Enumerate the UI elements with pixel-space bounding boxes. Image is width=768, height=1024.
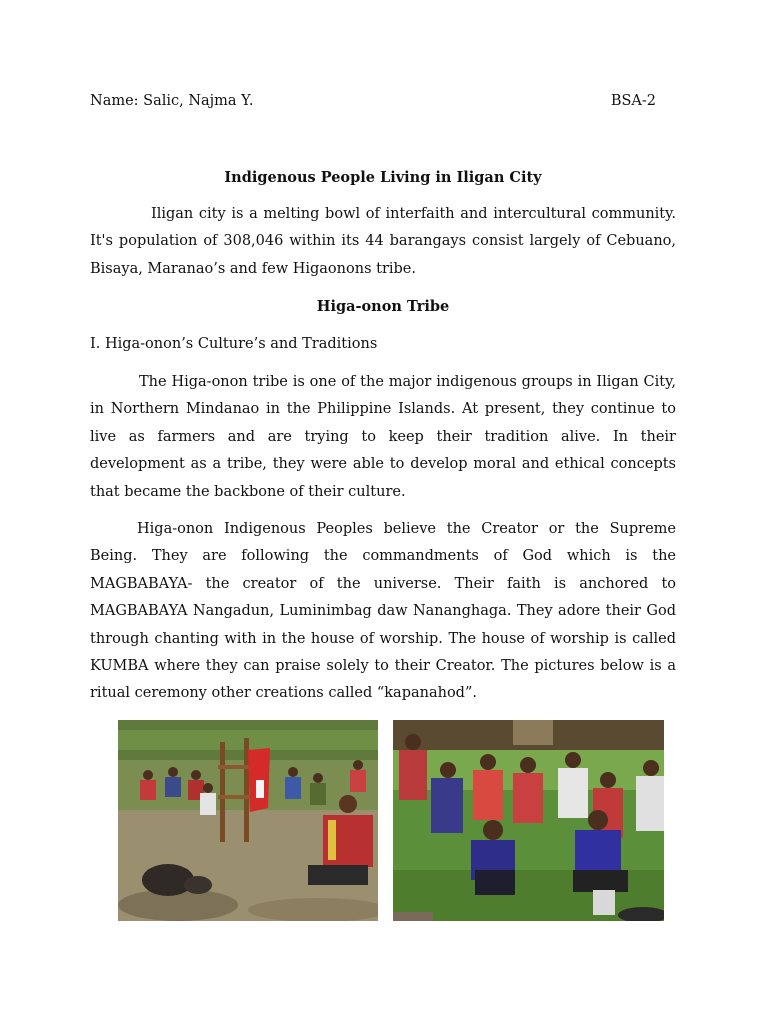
intro-paragraph: Iligan city is a melting bowl of interfaith and intercultural community. It's population of 308,046 within its 44 barangays consist largely of Cebuano, Bisaya, Maranao’s and few Higaonons tribe.: [90, 206, 676, 277]
ritual-ceremony-photo: [118, 720, 378, 921]
document-title: Indigenous People Living in Iligan City: [224, 169, 542, 186]
tribe-gathering-photo: [393, 720, 664, 921]
subsection-heading: I. Higa-onon’s Culture’s and Traditions: [90, 336, 378, 352]
tribe-heading: Higa-onon Tribe: [316, 298, 450, 315]
belief-paragraph: Higa-onon Indigenous Peoples believe the Creator or the Supreme Being. They are following the commandments of God which is the MAGBABAYA- the creator of the universe. Their faith is anchored to MAGBABAYA Nangadun, Luminimbag daw Nananghaga. They adore their God through chanting with in the house of worship. The house of worship is called KUMBA where they can praise solely to their Creator. The pictures below is a ritual ceremony other creations called “kapanahod”.: [90, 521, 676, 702]
student-name: Name: Salic, Najma Y.: [90, 93, 254, 109]
culture-paragraph: The Higa-onon tribe is one of the major indigenous groups in Iligan City, in Northern Mindanao in the Philippine Islands. At present, they continue to live as farmers and are trying to keep their tradition alive. In their development as a tribe, they were able to develop moral and ethical concepts that became the backbone of their culture.: [90, 374, 676, 500]
header-row: [90, 93, 656, 109]
student-section: BSA-2: [610, 93, 656, 109]
